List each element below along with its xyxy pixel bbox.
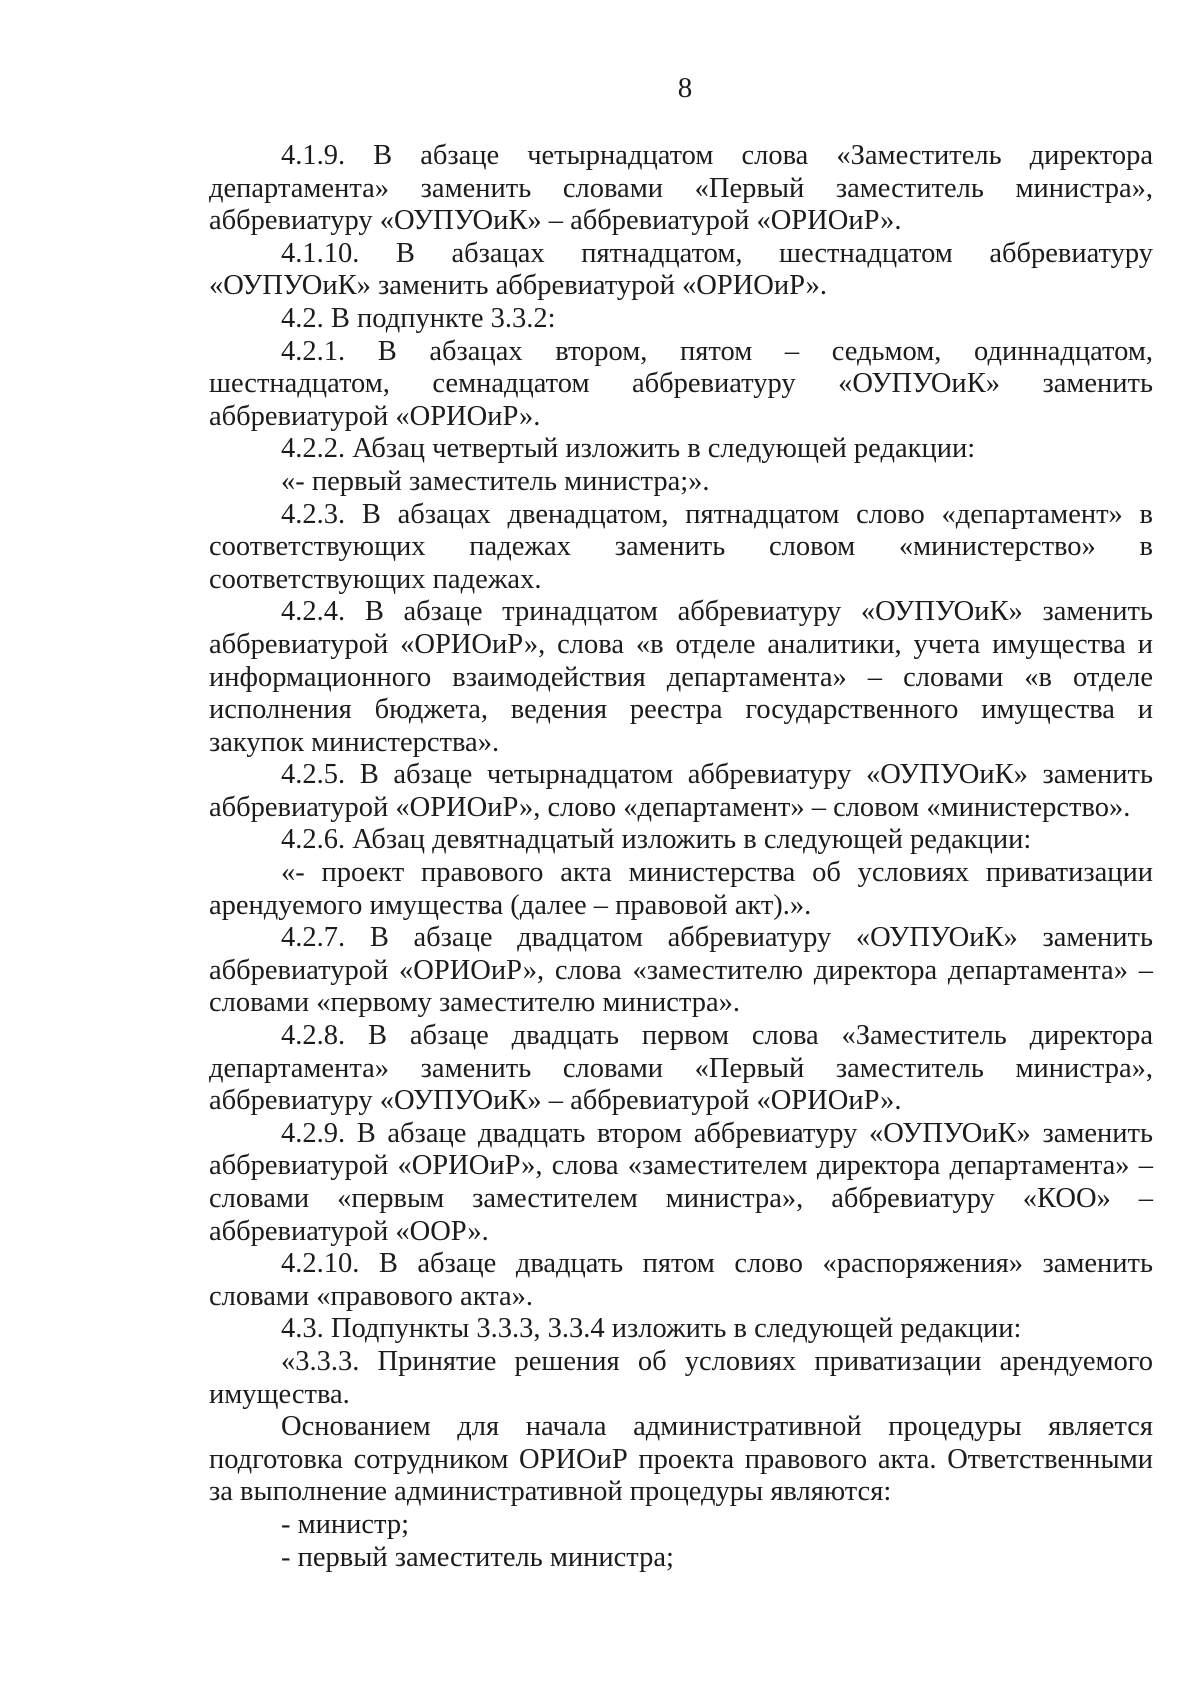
document-body: [209, 140, 1153, 1574]
paragraph-4-2-1: 4.2.1. В абзацах втором, пятом – седьмом, одиннадцатом, шестнадцатом, семнадцатом аббревиатуру «ОУПУОиК» заменить аббревиатурой «ОРИОиР».: [209, 335, 1153, 432]
paragraph-4-2-10: 4.2.10. В абзаце двадцать пятом слово «распоряжения» заменить словами «правового акта».: [209, 1248, 1153, 1312]
paragraph-basis: Основанием для начала административной процедуры является подготовка сотрудником ОРИОиР проекта правового акта. Ответственными за выполнение административной процедуры являются:: [209, 1411, 1153, 1508]
paragraph-4-2-6: 4.2.6. Абзац девятнадцатый изложить в следующей редакции:: [281, 824, 1032, 856]
paragraph-4-1-9: 4.1.9. В абзаце четырнадцатом слова «Заместитель директора департамента» заменить словами «Первый заместитель министра», аббревиатуру «ОУПУОиК» – аббревиатурой «ОРИОиР».: [209, 140, 1153, 237]
paragraph-4-2-4: 4.2.4. В абзаце тринадцатом аббревиатуру «ОУПУОиК» заменить аббревиатурой «ОРИОиР», слова «в отделе аналитики, учета имущества и информационного взаимодействия департамента» – словами «в отделе исполнения бюджета, ведения реестра государственного имущества и закупок министерства».: [209, 596, 1153, 758]
quoted-heading-3-3-3: «3.3.3. Принятие решения об условиях приватизации арендуемого имущества.: [209, 1345, 1153, 1410]
paragraph-4-2-7: 4.2.7. В абзаце двадцатом аббревиатуру «ОУПУОиК» заменить аббревиатурой «ОРИОиР», слова «заместителю директора департамента» – словами «первому заместителю министра».: [209, 922, 1153, 1019]
paragraph-4-2-3: 4.2.3. В абзацах двенадцатом, пятнадцатом слово «департамент» в соответствующих падежах заменить словом «министерство» в соответствующих падежах.: [209, 498, 1153, 595]
page-number: 8: [677, 72, 693, 104]
paragraph-4-2-9: 4.2.9. В абзаце двадцать втором аббревиатуру «ОУПУОиК» заменить аббревиатурой «ОРИОиР», слова «заместителем директора департамента» – словами «первым заместителем министра», аббревиатуру «КОО» – аббревиатурой «ООР».: [209, 1117, 1153, 1247]
paragraph-4-2: 4.2. В подпункте 3.3.2:: [281, 302, 556, 334]
paragraph-4-2-2: 4.2.2. Абзац четвертый изложить в следующей редакции:: [281, 433, 976, 465]
quoted-text: «- первый заместитель министра;».: [281, 465, 710, 497]
list-item: - министр;: [281, 1508, 410, 1540]
paragraph-4-2-8: 4.2.8. В абзаце двадцать первом слова «Заместитель директора департамента» заменить словами «Первый заместитель министра», аббревиатуру «ОУПУОиК» – аббревиатурой «ОРИОиР».: [209, 1020, 1153, 1117]
paragraph-4-1-10: 4.1.10. В абзацах пятнадцатом, шестнадцатом аббревиатуру «ОУПУОиК» заменить аббревиатурой «ОРИОиР».: [209, 237, 1153, 302]
paragraph-4-2-5: 4.2.5. В абзаце четырнадцатом аббревиатуру «ОУПУОиК» заменить аббревиатурой «ОРИОиР», слово «департамент» – словом «министерство».: [209, 759, 1153, 823]
list-item: - первый заместитель министра;: [281, 1541, 674, 1573]
paragraph-4-3: 4.3. Подпункты 3.3.3, 3.3.4 изложить в следующей редакции:: [281, 1313, 1022, 1345]
quoted-text: «- проект правового акта министерства об условиях приватизации арендуемого имущества (далее – правовой акт).».: [209, 857, 1153, 921]
